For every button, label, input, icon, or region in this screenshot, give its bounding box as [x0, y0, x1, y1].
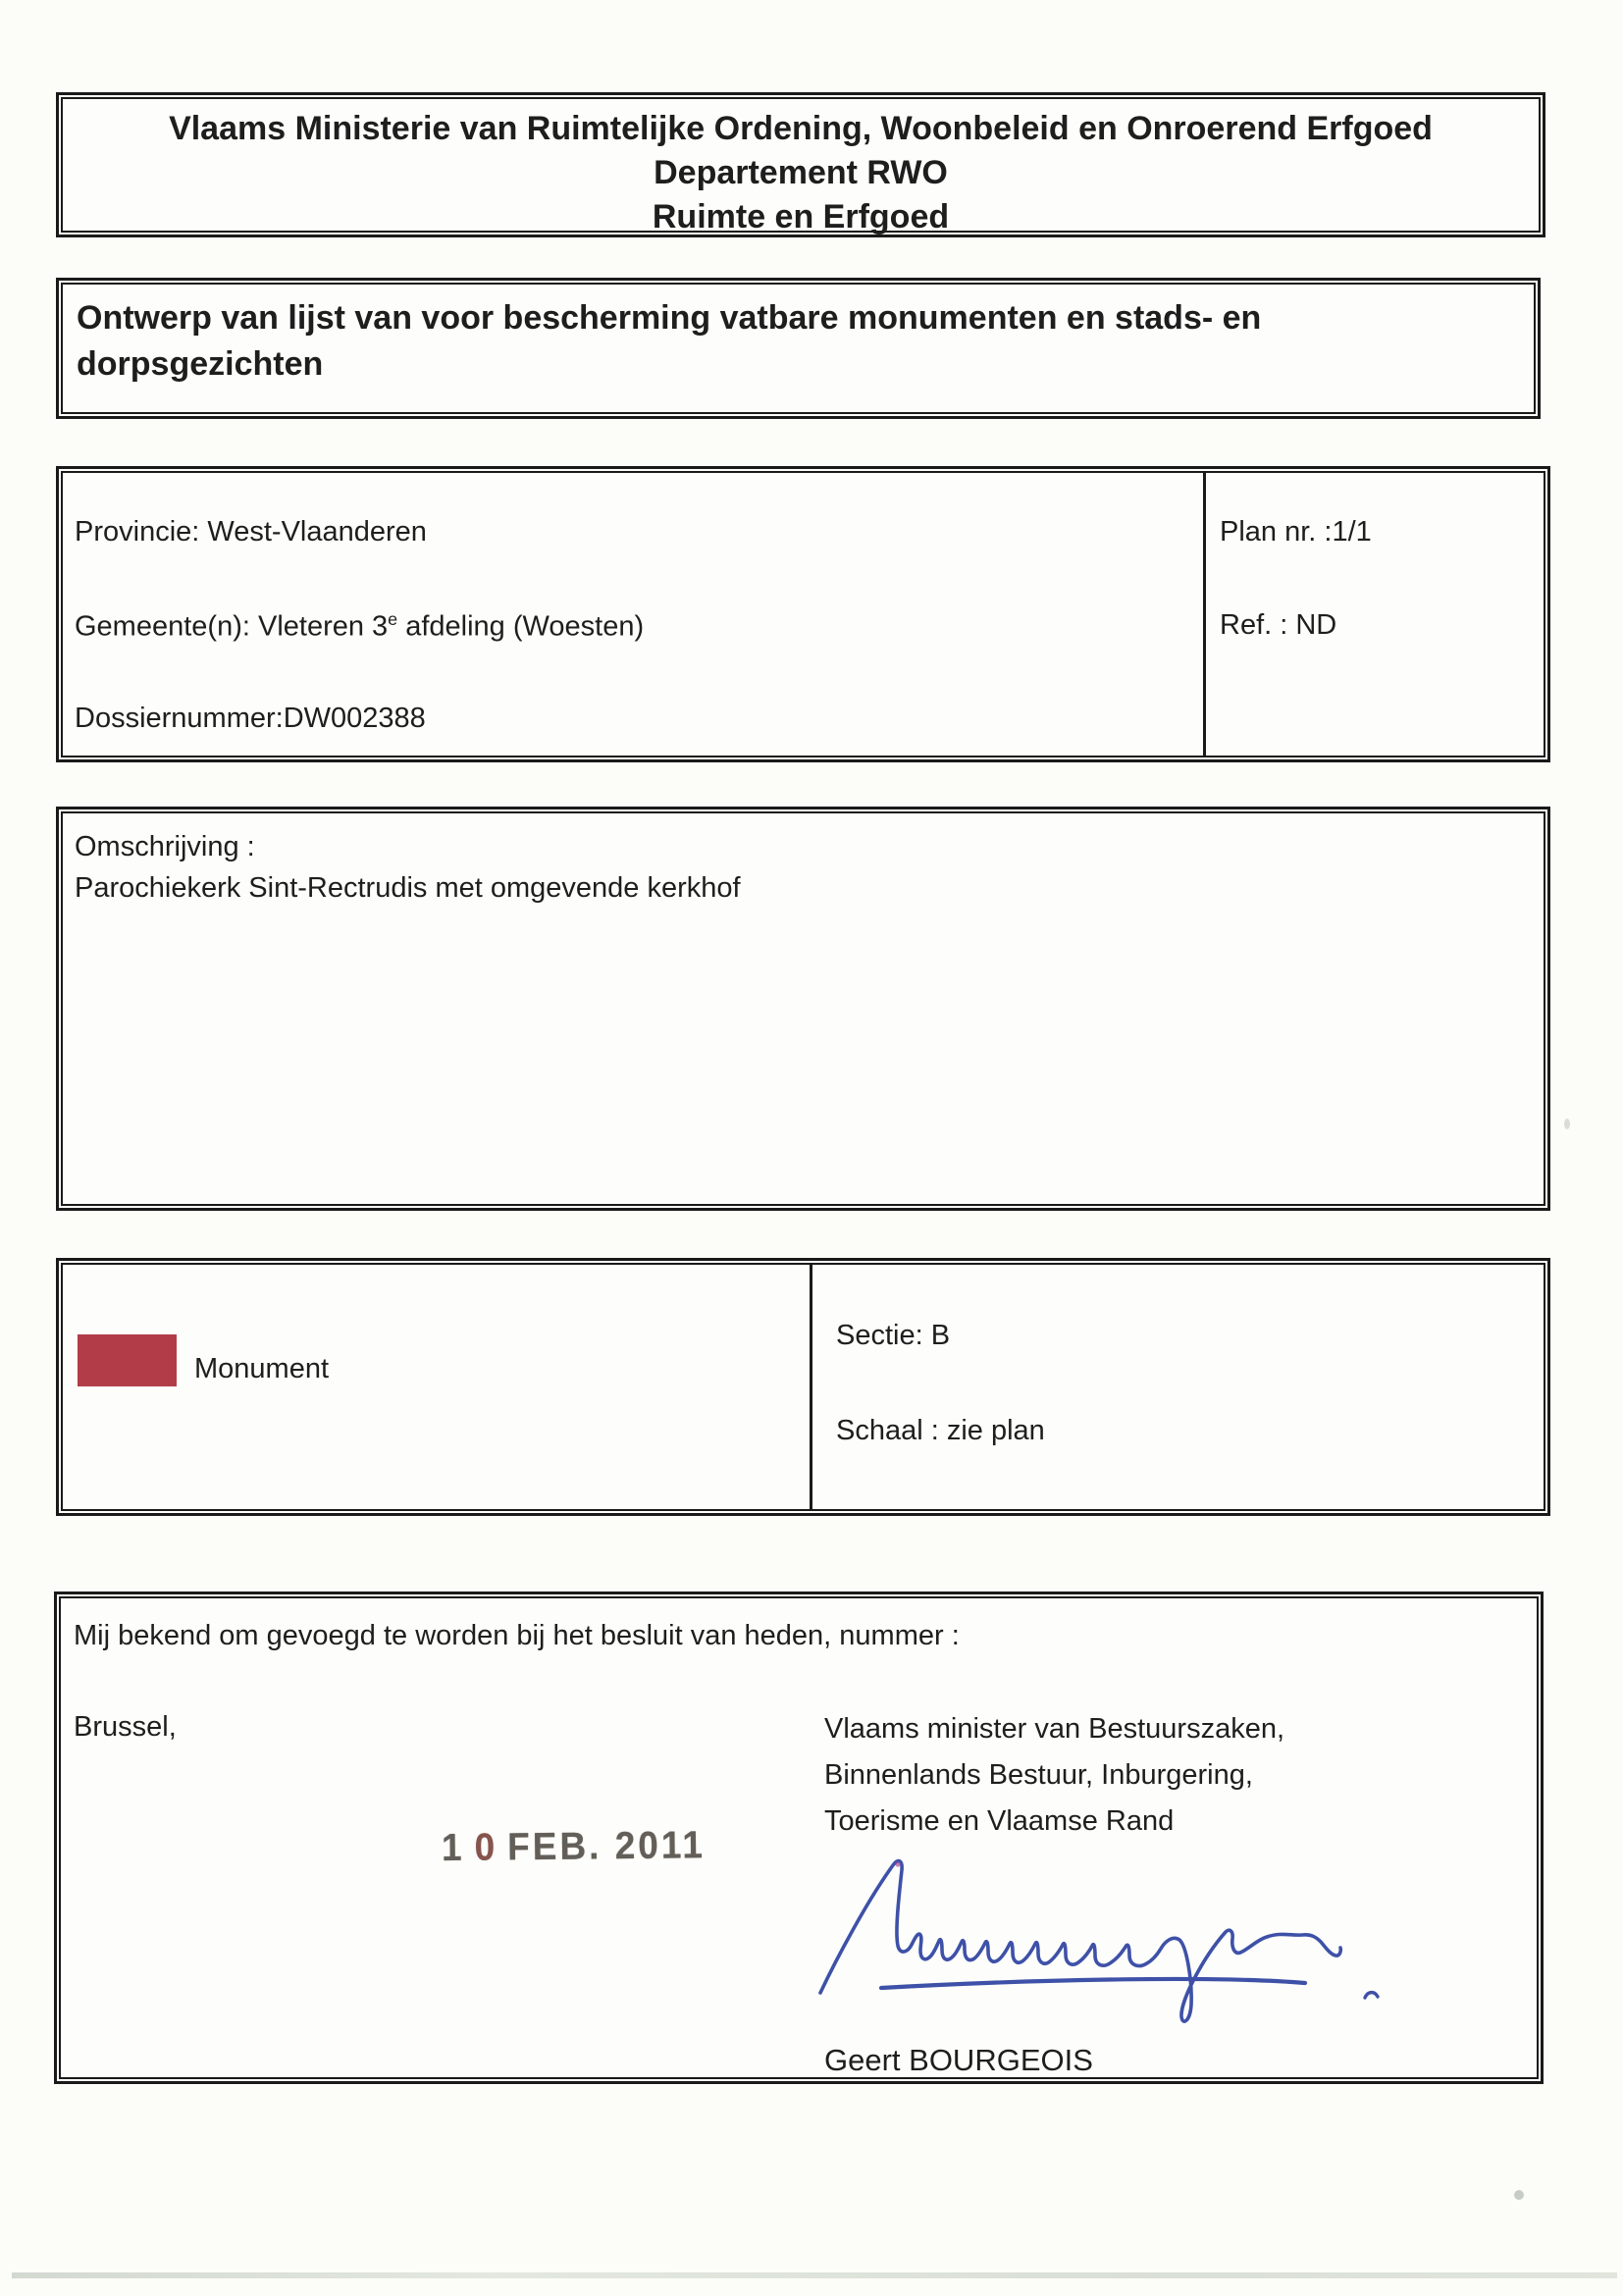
details-left-cell [63, 473, 1206, 756]
legend-box [56, 1258, 1550, 1516]
signatory-name: Geert BOURGEOIS [824, 2043, 1093, 2077]
gemeente-prefix: Gemeente(n): Vleteren 3 [75, 610, 389, 643]
minister-title-line1: Vlaams minister van Bestuurszaken, [824, 1713, 1285, 1745]
ministry-header-box [56, 92, 1545, 237]
details-content [61, 471, 1545, 757]
scanner-edge-artifact [12, 2272, 1617, 2278]
stamp-day-digit-2: 0 [474, 1825, 498, 1869]
signature-box [54, 1592, 1544, 2084]
division-title: Ruimte en Erfgoed [652, 198, 950, 235]
gemeente-suffix: afdeling (Woesten) [397, 610, 645, 643]
signature-content [59, 1596, 1539, 2079]
monument-label: Monument [194, 1353, 330, 1384]
plan-nr-field: Plan nr. :1/1 [1220, 516, 1372, 548]
signature-strokes [820, 1861, 1378, 2022]
ministry-title: Vlaams Ministerie van Ruimtelijke Ordening, Woonbeleid en Onroerend Erfgoed [169, 110, 1433, 147]
signature-ink-dot [895, 1861, 900, 1866]
signature-main-stroke [820, 1861, 1340, 2022]
legend-left-cell [63, 1265, 812, 1509]
subject-box [56, 278, 1541, 419]
minister-title-line2: Binnenlands Bestuur, Inburgering, [824, 1759, 1253, 1791]
subject-text: Ontwerp van lijst van voor bescherming vatbare monumenten en stads- en dorpsgezichten [77, 299, 1262, 383]
minister-title-line3: Toerisme en Vlaamse Rand [824, 1805, 1175, 1837]
signature-end-dash [1365, 1993, 1378, 1998]
ref-field: Ref. : ND [1220, 609, 1337, 641]
legend-content [61, 1263, 1545, 1511]
gemeente-field [75, 609, 1203, 644]
description-label: Omschrijving : [75, 831, 255, 862]
dossiernummer-field: Dossiernummer:DW002388 [75, 702, 426, 734]
stamp-day-digit-1: 1 [441, 1825, 465, 1869]
signature-underline-stroke [881, 1979, 1305, 1988]
place-label: Brussel, [74, 1711, 177, 1743]
ministry-header-content [61, 97, 1541, 233]
details-box [56, 466, 1550, 762]
date-stamp [442, 1823, 706, 1869]
stamp-month-year: FEB. 2011 [506, 1823, 707, 1868]
department-title: Departement RWO [654, 154, 948, 191]
description-value: Parochiekerk Sint-Rectrudis met omgevende kerkhof [75, 872, 741, 904]
provincie-field: Provincie: West-Vlaanderen [75, 516, 427, 548]
scan-speck [1514, 2190, 1524, 2200]
legend-right-cell [812, 1265, 1544, 1509]
subject-content [61, 283, 1536, 414]
scan-speck [1564, 1119, 1570, 1129]
schaal-field: Schaal : zie plan [836, 1415, 1045, 1446]
description-content [61, 811, 1545, 1206]
minister-title-block [824, 1706, 1284, 1845]
description-box [56, 807, 1550, 1211]
details-right-cell [1206, 473, 1544, 756]
monument-swatch [78, 1334, 177, 1386]
gemeente-superscript: e [388, 609, 398, 629]
decree-intro: Mij bekend om gevoegd te worden bij het besluit van heden, nummer : [74, 1620, 960, 1651]
sectie-field: Sectie: B [836, 1320, 951, 1351]
signature [787, 1844, 1395, 2030]
